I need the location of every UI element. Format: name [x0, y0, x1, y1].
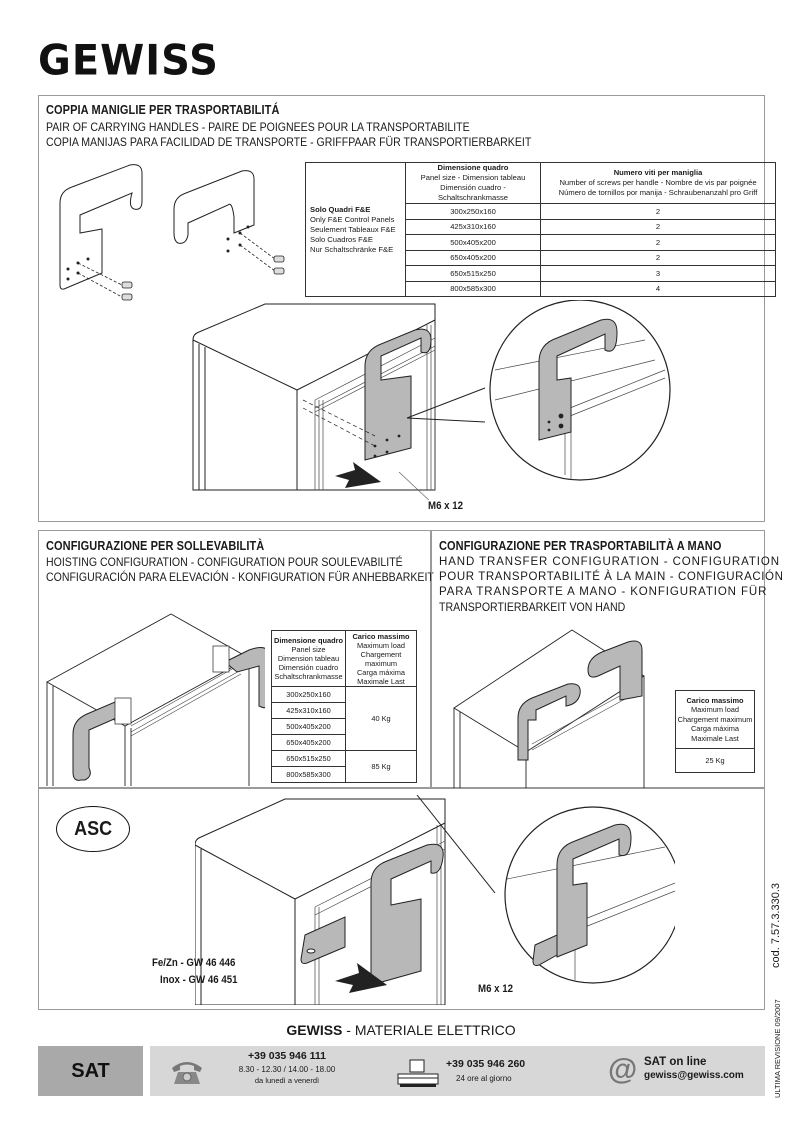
hand-transfer-cabinet-illustration [452, 624, 652, 788]
section2-subtitle-1: HOISTING CONFIGURATION - CONFIGURATION POUR SOULEVABILITÉ [46, 555, 403, 569]
section3-subtitle-1: HAND TRANSFER CONFIGURATION - CONFIGURATION [439, 556, 780, 568]
revision-note: ULTIMA REVISIONE 09/2007 [773, 999, 782, 1098]
footer-tagline: GEWISS - MATERIALE ELETTRICO [286, 1022, 516, 1038]
table-row: 650x515x250 85 Kg [272, 751, 417, 767]
section1-subtitle-1: PAIR OF CARRYING HANDLES - PAIRE DE POIGNEES POUR LA TRANSPORTABILITE [46, 120, 470, 134]
table-row: 800x585x300 4 [306, 281, 776, 297]
hoisting-load-table [271, 630, 417, 783]
online-contact [644, 1056, 744, 1081]
table1-side-label-it: Solo Quadri F&E [310, 204, 371, 214]
table1-side-label-fr: Seulement Tableaux F&E [310, 224, 396, 234]
screw-size-label: M6 x 12 [428, 500, 463, 512]
asc-badge: ASC [56, 806, 130, 852]
section1-title: COPPIA MANIGLIE PER TRASPORTABILITÁ [46, 103, 280, 117]
table-row: 650x515x250 3 [306, 266, 776, 282]
at-sign-icon: @ [608, 1053, 638, 1086]
contact-bar [150, 1046, 765, 1096]
table3-header: Carico massimo Maximum load Chargement maximum Carga máxima Maximale Last [676, 691, 755, 749]
document-code: cod. 7.57.3.330.3 [770, 882, 782, 968]
table-row: 650x405x200 [272, 735, 417, 751]
cabinet-handle-assembly-illustration [185, 300, 685, 500]
telephone-icon [170, 1058, 204, 1086]
section1-heading [46, 103, 597, 150]
fax-icon [396, 1058, 440, 1088]
asc-bracket-assembly-illustration [195, 795, 675, 1005]
sat-label: SAT [38, 1046, 143, 1096]
table-row [676, 749, 755, 773]
fax-contact [446, 1058, 525, 1083]
part-code-inox: Inox - GW 46 451 [160, 974, 238, 986]
gewiss-logo: GEWISS [38, 36, 219, 86]
table-row: 300x250x160 2 [306, 204, 776, 220]
section1-subtitle-2: COPIA MANIJAS PARA FACILIDAD DE TRANSPORTE - GRIFFPAAR FÜR TRANSPORTIERBARKEIT [46, 135, 532, 149]
table-row: 300x250x160 40 Kg [272, 687, 417, 703]
fax-note: 24 ore al giorno [456, 1074, 512, 1083]
section3-subtitle-3: PARA TRANSPORTE A MANO - KONFIGURATION FÜR [439, 586, 768, 598]
asc-screw-size-label: M6 x 12 [478, 983, 513, 995]
section2-heading [46, 539, 487, 585]
table1-side-label-en: Only F&E Control Panels [310, 214, 395, 224]
load-85kg: 85 Kg [346, 751, 417, 783]
table-row: 500x405x200 [272, 719, 417, 735]
table-row: 425x310x160 [272, 703, 417, 719]
phone-number: +39 035 946 111 [248, 1050, 326, 1062]
table2-col1-header: Dimensione quadro Panel size Dimension tableau Dimensión cuadro Schaltschrankmasse [272, 631, 346, 687]
table-row: 500x405x200 2 [306, 235, 776, 251]
phone-contact [222, 1050, 352, 1085]
section3-title: CONFIGURAZIONE PER TRASPORTABILITÀ A MANO [439, 539, 722, 553]
section3-subtitle-4: TRANSPORTIERBARKEIT VON HAND [439, 600, 626, 614]
section3-heading [439, 539, 784, 615]
section2-subtitle-2: CONFIGURACIÓN PARA ELEVACIÓN - KONFIGURATION FÜR ANHEBBARKEIT [46, 570, 434, 584]
section2-title: CONFIGURAZIONE PER SOLLEVABILITÀ [46, 539, 265, 553]
handles-illustration [50, 163, 290, 313]
phone-hours: 8.30 - 12.30 / 14.00 - 18.00 [238, 1065, 336, 1074]
table1-side-label-es: Solo Cuadros F&E [310, 234, 373, 244]
hand-transfer-load-table [675, 690, 755, 773]
support-email[interactable]: gewiss@gewiss.com [644, 1070, 744, 1081]
table1-col1-header: Dimensione quadro Panel size - Dimension tableau Dimensión cuadro - Schaltschrankmasse [406, 163, 541, 204]
table2-col2-header: Carico massimo Maximum load Chargement maximum Carga máxima Maximale Last [346, 631, 417, 687]
table-row: 800x585x300 [272, 767, 417, 783]
hoisting-cabinet-illustration [45, 602, 265, 786]
part-code-fe-zn: Fe/Zn - GW 46 446 [152, 957, 236, 969]
table1-side-label-de: Nur Schaltschränke F&E [310, 244, 394, 254]
load-40kg: 40 Kg [346, 687, 417, 751]
table-row: 650x405x200 2 [306, 250, 776, 266]
screws-per-handle-table [305, 162, 776, 297]
section3-subtitle-2: POUR TRANSPORTABILITÉ À LA MAIN - CONFIGURACIÓN [439, 571, 784, 583]
table-row: 425x310x160 2 [306, 219, 776, 235]
phone-days: da lunedì a venerdì [254, 1076, 320, 1085]
load-25kg: 25 Kg [676, 749, 755, 773]
fax-number: +39 035 946 260 [446, 1058, 526, 1070]
table1-col2-header: Numero viti per maniglia Number of screws per handle - Nombre de vis par poignée Número de tornillos por manija - Schraubenanzahl pro Griff [541, 163, 776, 204]
sat-online-title: SAT on line [644, 1056, 707, 1068]
